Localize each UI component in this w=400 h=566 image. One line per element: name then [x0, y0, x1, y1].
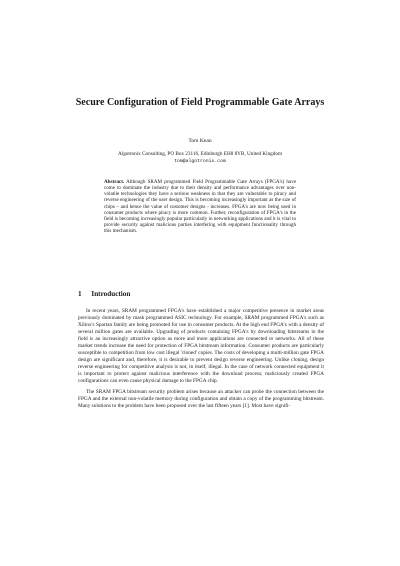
section-title: Introduction: [91, 290, 131, 298]
author-email: tom@algotronix.com: [174, 159, 226, 164]
section-heading: [78, 290, 130, 298]
body-paragraph: The SRAM FPGA bitstream security problem arises because an attacker can probe the connection between the FPGA and the external non-volatile memory during configuration and obtain a copy of the programming bitstream. Many solutions to the problem have been proposed over the last fifteen years [1]. Most have signifi-: [78, 388, 324, 409]
affiliation-text: Algotronix Consulting, PO Box 23116, Edinburgh EH8 8YB, United Kingdom: [118, 151, 282, 157]
paper-title: Secure Configuration of Field Programmable Gate Arrays: [75, 97, 325, 108]
abstract: [104, 179, 296, 234]
body-paragraph: In recent years, SRAM programmed FPGA's have established a major competitive presence in market areas previously dominated by mask programmed ASIC technology. For example, SRAM programmed FPGA's such as Xilinx's Spartan family are being promoted for use in consumer products. At the high end FPGA's with a density of several million gates are available. Upgrading of products containing FPGA's by downloading bitstreams in the field is an increasingly attractive option as more and more applications are connected to networks. All of these market trends increase the need for protection of FPGA bitstream information. Consumer products are particularly susceptible to competition from low cost illegal 'cloned' copies. The costs of developing a multi-million gate FPGA design are significant and, therefore, it is desirable to prevent design reverse engineering. Unlike cloning, design reverse engineering for competitive analysis is not, in itself, illegal. In the case of network connected equipment it is important to protect against malicious interference with the download process; maliciously created FPGA configurations can even cause physical damage to the FPGA chip.: [78, 308, 324, 385]
author-name: Tom Kean: [188, 138, 212, 144]
author-affiliation: [0, 151, 400, 165]
abstract-text: Although SRAM programmed Field Programmable Gate Arrays (FPGA's) have come to dominate the industry due to their density and performance advantages over non-volatile technologies they have a serious weakness in that they are vulnerable to piracy and reverse engineering of the user design. This is becoming increasingly important as the size of chips – and hence the value of customer designs - increases. FPGA's are now being used in consumer products where piracy is more common. Further, reconfiguration of FPGA's in the field is becoming increasingly popular particularly in networking applications and it is vital to provide security against malicious parties interfering with equipment functionality through this mechanism.: [104, 179, 296, 235]
section-number: 1: [78, 290, 82, 298]
abstract-label: Abstract.: [104, 179, 125, 185]
section-body: [78, 308, 324, 413]
